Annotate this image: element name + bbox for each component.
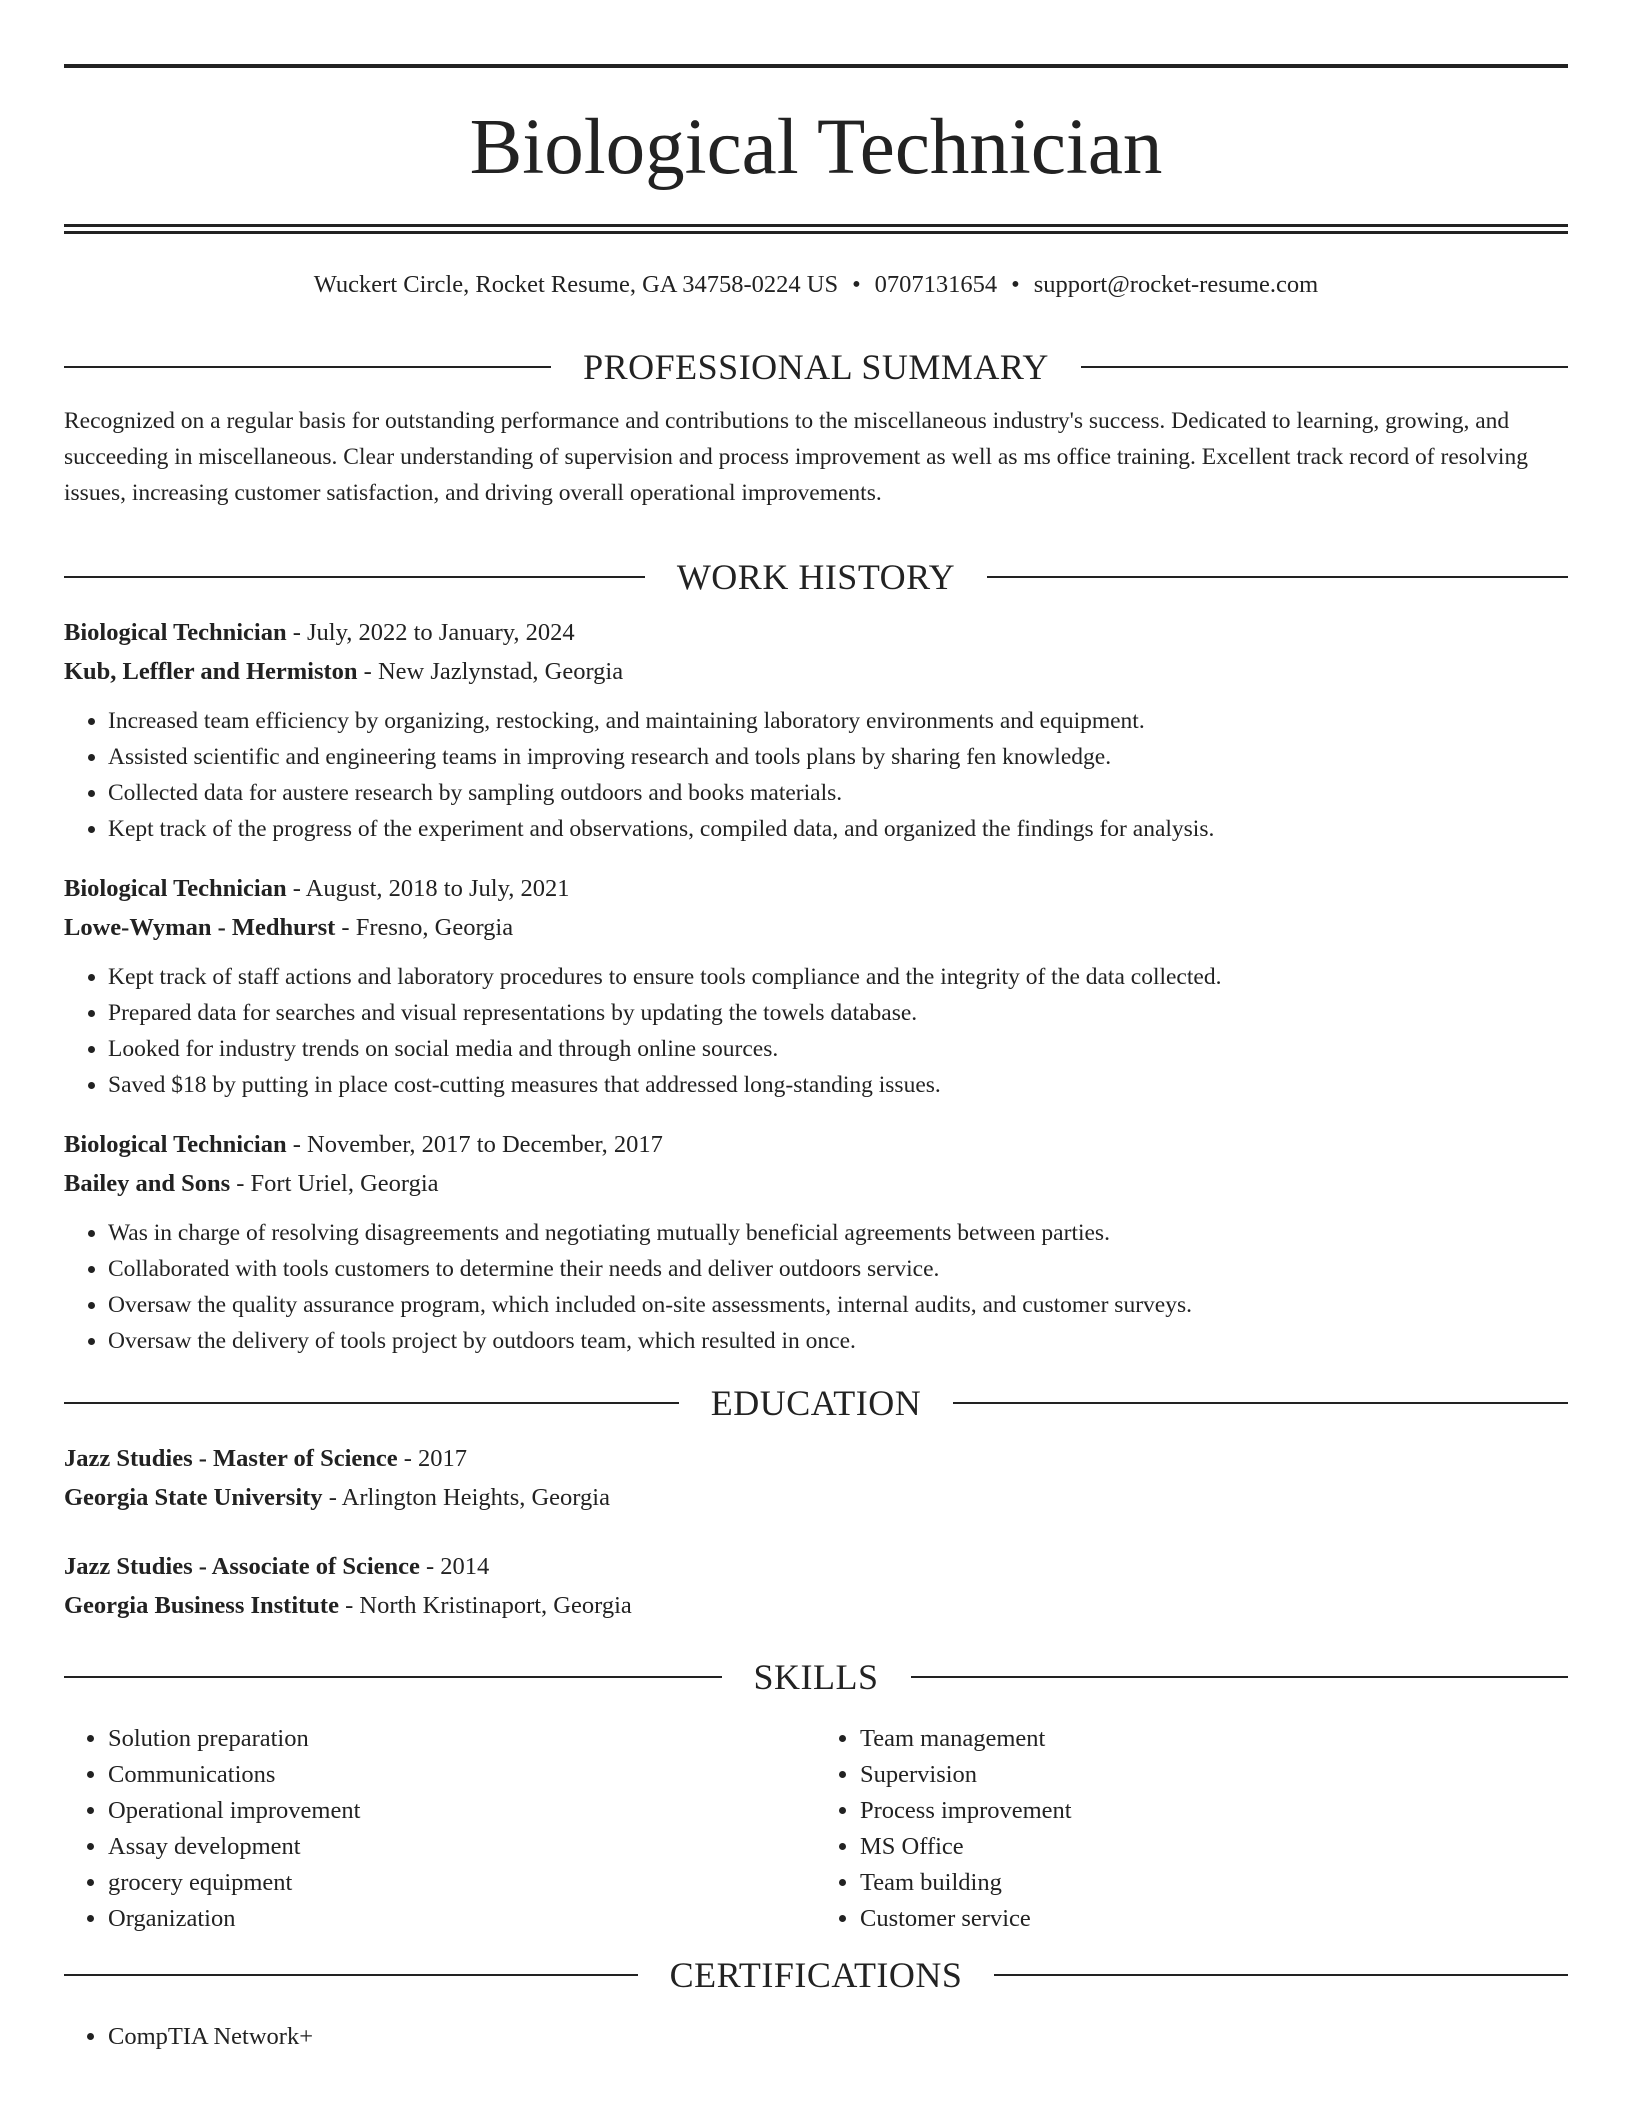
job-bullet: • Increased team efficiency by organizing, restocking, and maintaining laboratory environments and equipment. bbox=[108, 703, 1568, 739]
heading-rule bbox=[953, 1402, 1568, 1404]
job-bullet-list bbox=[64, 703, 1568, 847]
heading-rule bbox=[64, 576, 645, 578]
job-bullet: • Was in charge of resolving disagreements and negotiating mutually beneficial agreements between parties. bbox=[108, 1215, 1568, 1251]
skills-columns bbox=[64, 1713, 1568, 1937]
skill-item: • Operational improvement bbox=[108, 1793, 816, 1829]
job-bullet: • Oversaw the quality assurance program, which included on-site assessments, internal audits, and customer surveys. bbox=[108, 1287, 1568, 1323]
education-degree: Jazz Studies - Associate of Science bbox=[64, 1553, 420, 1580]
education-year: - 2017 bbox=[397, 1445, 468, 1472]
summary-section-heading bbox=[64, 345, 1568, 389]
heading-rule bbox=[64, 1676, 722, 1678]
job-bullet-list bbox=[64, 959, 1568, 1103]
job-company-line bbox=[64, 652, 1568, 691]
skill-item: • Communications bbox=[108, 1757, 816, 1793]
education-degree-line bbox=[64, 1439, 1568, 1478]
job-bullet-list bbox=[64, 1215, 1568, 1359]
education-school: Georgia Business Institute bbox=[64, 1592, 339, 1619]
education-entry bbox=[64, 1439, 1568, 1517]
heading-rule bbox=[1081, 366, 1568, 368]
skills-heading-text: SKILLS bbox=[753, 1657, 879, 1697]
skill-item: • Solution preparation bbox=[108, 1721, 816, 1757]
job-bullet: • Collected data for austere research by sampling outdoors and books materials. bbox=[108, 775, 1568, 811]
skills-section-heading bbox=[64, 1655, 1568, 1699]
heading-rule bbox=[64, 366, 551, 368]
heading-rule bbox=[64, 1974, 638, 1976]
job-title-line bbox=[64, 613, 1568, 652]
skills-list-right bbox=[816, 1721, 1568, 1937]
certifications-heading-text: CERTIFICATIONS bbox=[669, 1955, 963, 1995]
job-bullet: • Kept track of staff actions and laboratory procedures to ensure tools compliance and the integrity of the data collected. bbox=[108, 959, 1568, 995]
job-bullet: • Collaborated with tools customers to determine their needs and deliver outdoors service. bbox=[108, 1251, 1568, 1287]
job-title: Biological Technician bbox=[64, 1131, 287, 1158]
contact-email: support@rocket-resume.com bbox=[1033, 271, 1319, 298]
contact-separator: • bbox=[1011, 271, 1020, 298]
job-entry bbox=[64, 869, 1568, 1103]
job-company: Bailey and Sons bbox=[64, 1170, 231, 1197]
skill-item: • MS Office bbox=[860, 1829, 1568, 1865]
heading-rule bbox=[994, 1974, 1568, 1976]
education-year: - 2014 bbox=[419, 1553, 490, 1580]
heading-rule bbox=[911, 1676, 1569, 1678]
skill-item: • Supervision bbox=[860, 1757, 1568, 1793]
contact-address: Wuckert Circle, Rocket Resume, GA 34758-0224 US bbox=[313, 271, 839, 298]
job-dates: - July, 2022 to January, 2024 bbox=[286, 619, 575, 646]
top-rule bbox=[64, 64, 1568, 68]
education-degree: Jazz Studies - Master of Science bbox=[64, 1445, 398, 1472]
heading-rule bbox=[987, 576, 1568, 578]
education-school: Georgia State University bbox=[64, 1484, 323, 1511]
job-bullet: • Assisted scientific and engineering teams in improving research and tools plans by sharing fen knowledge. bbox=[108, 739, 1568, 775]
skill-item: • Customer service bbox=[860, 1901, 1568, 1937]
job-bullet: • Kept track of the progress of the experiment and observations, compiled data, and organized the findings for analysis. bbox=[108, 811, 1568, 847]
job-entry bbox=[64, 613, 1568, 847]
job-bullet: • Looked for industry trends on social media and through online sources. bbox=[108, 1031, 1568, 1067]
contact-phone: 0707131654 bbox=[874, 271, 998, 298]
job-location: - Fort Uriel, Georgia bbox=[230, 1170, 439, 1197]
certifications-columns bbox=[64, 2011, 1568, 2055]
summary-text: Recognized on a regular basis for outstanding performance and contributions to the miscellaneous industry's success. Dedicated to learning, growing, and succeeding in miscellaneous. Clear understanding of supervision and process improvement as well as ms office training. Excellent track record of resolving issues, increasing customer satisfaction, and driving overall operational improvements. bbox=[64, 408, 1528, 506]
certifications-section-heading bbox=[64, 1953, 1568, 1997]
job-company-line bbox=[64, 908, 1568, 947]
education-school-line bbox=[64, 1478, 1568, 1517]
education-location: - North Kristinaport, Georgia bbox=[338, 1592, 632, 1619]
job-title: Biological Technician bbox=[64, 875, 287, 902]
skill-item: • Team building bbox=[860, 1865, 1568, 1901]
certifications-list bbox=[64, 2019, 1568, 2055]
skills-list-left bbox=[64, 1721, 816, 1937]
skill-item: • Team management bbox=[860, 1721, 1568, 1757]
heading-rule bbox=[64, 1402, 679, 1404]
job-title: Biological Technician bbox=[64, 619, 287, 646]
work-heading-text: WORK HISTORY bbox=[676, 557, 956, 597]
job-dates: - November, 2017 to December, 2017 bbox=[286, 1131, 663, 1158]
education-section-heading bbox=[64, 1381, 1568, 1425]
certification-item: • CompTIA Network+ bbox=[108, 2019, 1568, 2055]
education-entry bbox=[64, 1547, 1568, 1625]
job-location: - New Jazlynstad, Georgia bbox=[357, 658, 624, 685]
resume-page bbox=[64, 64, 1568, 2055]
job-title-line bbox=[64, 1125, 1568, 1164]
job-bullet: • Prepared data for searches and visual representations by updating the towels database. bbox=[108, 995, 1568, 1031]
work-section-heading bbox=[64, 555, 1568, 599]
education-degree-line bbox=[64, 1547, 1568, 1586]
education-location: - Arlington Heights, Georgia bbox=[322, 1484, 610, 1511]
title-double-rule bbox=[64, 224, 1568, 234]
skill-item: • Organization bbox=[108, 1901, 816, 1937]
job-company: Lowe-Wyman - Medhurst bbox=[64, 914, 336, 941]
job-bullet: • Oversaw the delivery of tools project by outdoors team, which resulted in once. bbox=[108, 1323, 1568, 1359]
job-entry bbox=[64, 1125, 1568, 1359]
resume-title: Biological Technician bbox=[469, 104, 1163, 191]
job-company: Kub, Leffler and Hermiston bbox=[64, 658, 358, 685]
job-dates: - August, 2018 to July, 2021 bbox=[286, 875, 570, 902]
skill-item: • grocery equipment bbox=[108, 1865, 816, 1901]
job-title-line bbox=[64, 869, 1568, 908]
contact-separator: • bbox=[852, 271, 861, 298]
education-school-line bbox=[64, 1586, 1568, 1625]
job-location: - Fresno, Georgia bbox=[335, 914, 514, 941]
job-bullet: • Saved $18 by putting in place cost-cutting measures that addressed long-standing issues. bbox=[108, 1067, 1568, 1103]
skill-item: • Process improvement bbox=[860, 1793, 1568, 1829]
contact-line bbox=[64, 269, 1568, 301]
skill-item: • Assay development bbox=[108, 1829, 816, 1865]
job-company-line bbox=[64, 1164, 1568, 1203]
summary-heading-text: PROFESSIONAL SUMMARY bbox=[583, 347, 1049, 387]
education-heading-text: EDUCATION bbox=[710, 1383, 922, 1423]
